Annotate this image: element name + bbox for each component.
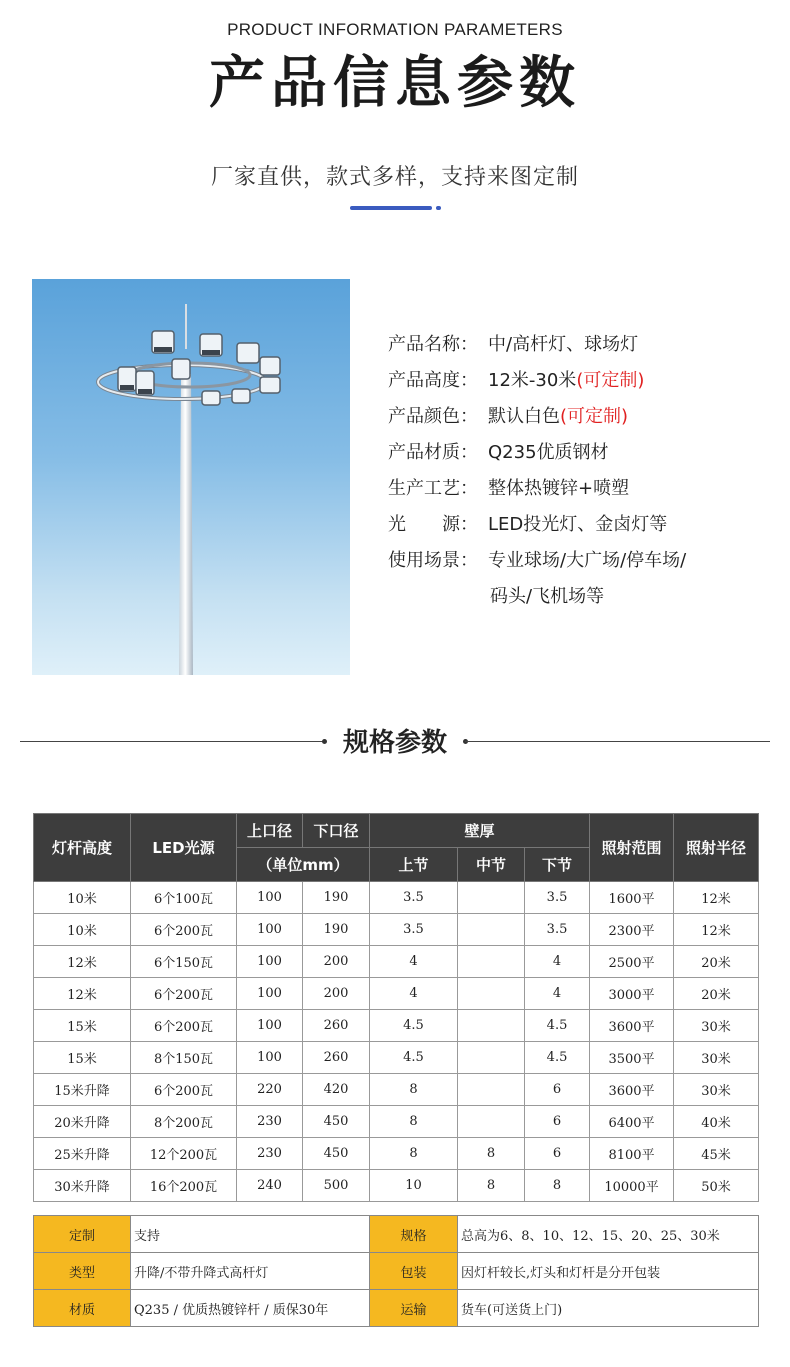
cell-lower: 4 xyxy=(525,946,590,978)
cell-middle xyxy=(458,1074,525,1106)
col-header-wall: 壁厚 xyxy=(370,814,590,848)
section-divider-left xyxy=(20,741,325,742)
cell-range: 1600平 xyxy=(590,882,674,914)
cell-top: 220 xyxy=(237,1074,303,1106)
cell-led: 16个200瓦 xyxy=(131,1170,237,1202)
extra-info-table xyxy=(33,1215,759,1327)
cell-led: 6个200瓦 xyxy=(131,1074,237,1106)
table-row xyxy=(34,1170,759,1202)
info-label: 产品高度： xyxy=(388,370,478,391)
info-row-process xyxy=(388,473,768,509)
cell-range: 3000平 xyxy=(590,978,674,1010)
cell-middle xyxy=(458,882,525,914)
info-value: 默认白色 xyxy=(488,406,560,427)
cell-height: 12米 xyxy=(34,978,131,1010)
spec-table xyxy=(33,813,759,1202)
cell-radius: 50米 xyxy=(674,1170,759,1202)
cell-upper: 4.5 xyxy=(370,1010,458,1042)
spec-key-cell: 规格 xyxy=(370,1216,458,1253)
info-value: 码头/飞机场等 xyxy=(490,586,605,607)
cell-bottom: 260 xyxy=(303,1010,370,1042)
cell-middle: 8 xyxy=(458,1170,525,1202)
col-header-height: 灯杆高度 xyxy=(34,814,131,882)
cell-middle xyxy=(458,978,525,1010)
table-row xyxy=(34,1010,759,1042)
table-row xyxy=(34,1074,759,1106)
cell-top: 100 xyxy=(237,914,303,946)
cell-bottom: 450 xyxy=(303,1106,370,1138)
cell-height: 20米升降 xyxy=(34,1106,131,1138)
spec-value-cell: 升降/不带升降式高杆灯 xyxy=(131,1253,370,1290)
spec-key-cell: 包装 xyxy=(370,1253,458,1290)
product-photo xyxy=(32,279,350,675)
cell-upper: 8 xyxy=(370,1074,458,1106)
col-header-upper: 上节 xyxy=(370,848,458,882)
cell-middle: 8 xyxy=(458,1138,525,1170)
cell-middle xyxy=(458,946,525,978)
info-label: 产品材质： xyxy=(388,442,478,463)
info-row-light-source xyxy=(388,509,768,545)
cell-lower: 6 xyxy=(525,1106,590,1138)
info-row-material xyxy=(388,437,768,473)
product-info xyxy=(388,329,768,617)
header-accent-dot xyxy=(436,206,441,210)
cell-height: 10米 xyxy=(34,882,131,914)
info-label: 产品名称： xyxy=(388,334,478,355)
info-custom-note: (可定制) xyxy=(576,370,645,391)
cell-led: 8个200瓦 xyxy=(131,1106,237,1138)
cell-upper: 4.5 xyxy=(370,1042,458,1074)
cell-top: 240 xyxy=(237,1170,303,1202)
cell-top: 100 xyxy=(237,946,303,978)
cell-bottom: 500 xyxy=(303,1170,370,1202)
cell-top: 100 xyxy=(237,1042,303,1074)
cell-radius: 30米 xyxy=(674,1010,759,1042)
cell-middle xyxy=(458,1106,525,1138)
cell-lower: 8 xyxy=(525,1170,590,1202)
table-row xyxy=(34,1042,759,1074)
table-row xyxy=(34,1106,759,1138)
info-value: 12米-30米 xyxy=(488,370,577,391)
cell-height: 15米升降 xyxy=(34,1074,131,1106)
cell-led: 6个100瓦 xyxy=(131,882,237,914)
cell-top: 100 xyxy=(237,882,303,914)
spec-key-cell: 定制 xyxy=(34,1216,131,1253)
cell-bottom: 200 xyxy=(303,978,370,1010)
col-header-bottom-dia: 下口径 xyxy=(303,814,370,848)
cell-range: 2300平 xyxy=(590,914,674,946)
high-mast-light-illustration xyxy=(32,279,350,675)
info-row-color xyxy=(388,401,768,437)
col-header-top-dia: 上口径 xyxy=(237,814,303,848)
table-row xyxy=(34,882,759,914)
table-row xyxy=(34,1216,759,1253)
table-row xyxy=(34,1138,759,1170)
info-row-scene xyxy=(388,545,768,581)
cell-range: 6400平 xyxy=(590,1106,674,1138)
col-header-range: 照射范围 xyxy=(590,814,674,882)
info-value: 专业球场/大广场/停车场/ xyxy=(488,550,687,571)
header-accent-bar xyxy=(350,206,432,210)
cell-middle xyxy=(458,914,525,946)
cell-led: 6个200瓦 xyxy=(131,1010,237,1042)
header-title-en: PRODUCT INFORMATION PARAMETERS xyxy=(227,20,563,39)
cell-range: 3500平 xyxy=(590,1042,674,1074)
cell-height: 10米 xyxy=(34,914,131,946)
header-subtitle: 厂家直供，款式多样，支持来图定制 xyxy=(210,165,579,190)
col-header-led: LED光源 xyxy=(131,814,237,882)
table-row xyxy=(34,978,759,1010)
cell-radius: 12米 xyxy=(674,914,759,946)
cell-bottom: 190 xyxy=(303,882,370,914)
cell-range: 10000平 xyxy=(590,1170,674,1202)
spec-key-cell: 类型 xyxy=(34,1253,131,1290)
cell-radius: 30米 xyxy=(674,1074,759,1106)
cell-height: 25米升降 xyxy=(34,1138,131,1170)
cell-lower: 4.5 xyxy=(525,1042,590,1074)
col-header-lower: 下节 xyxy=(525,848,590,882)
cell-bottom: 200 xyxy=(303,946,370,978)
cell-led: 6个150瓦 xyxy=(131,946,237,978)
cell-radius: 30米 xyxy=(674,1042,759,1074)
cell-radius: 12米 xyxy=(674,882,759,914)
cell-upper: 4 xyxy=(370,978,458,1010)
info-custom-note: (可定制) xyxy=(560,406,629,427)
cell-bottom: 450 xyxy=(303,1138,370,1170)
header-title-cn: 产品信息参数 xyxy=(209,51,581,116)
cell-lower: 6 xyxy=(525,1138,590,1170)
info-label: 生产工艺： xyxy=(388,478,478,499)
cell-led: 6个200瓦 xyxy=(131,978,237,1010)
cell-top: 230 xyxy=(237,1106,303,1138)
table-row xyxy=(34,946,759,978)
cell-lower: 3.5 xyxy=(525,914,590,946)
cell-range: 3600平 xyxy=(590,1074,674,1106)
cell-upper: 8 xyxy=(370,1138,458,1170)
cell-height: 15米 xyxy=(34,1042,131,1074)
cell-bottom: 260 xyxy=(303,1042,370,1074)
table-row xyxy=(34,1253,759,1290)
spec-value-cell: 因灯杆较长,灯头和灯杆是分开包装 xyxy=(458,1253,759,1290)
cell-upper: 3.5 xyxy=(370,882,458,914)
cell-range: 3600平 xyxy=(590,1010,674,1042)
spec-value-cell: Q235 / 优质热镀锌杆 / 质保30年 xyxy=(131,1290,370,1327)
cell-middle xyxy=(458,1042,525,1074)
cell-led: 12个200瓦 xyxy=(131,1138,237,1170)
cell-led: 6个200瓦 xyxy=(131,914,237,946)
cell-upper: 4 xyxy=(370,946,458,978)
spec-value-cell: 支持 xyxy=(131,1216,370,1253)
cell-lower: 4 xyxy=(525,978,590,1010)
info-label: 光 源： xyxy=(388,514,478,535)
cell-range: 2500平 xyxy=(590,946,674,978)
spec-value-cell: 货车(可送货上门) xyxy=(458,1290,759,1327)
col-header-unit: （单位mm） xyxy=(237,848,370,882)
info-value: 整体热镀锌+喷塑 xyxy=(488,478,630,499)
cell-led: 8个150瓦 xyxy=(131,1042,237,1074)
cell-bottom: 420 xyxy=(303,1074,370,1106)
info-value: Q235优质钢材 xyxy=(488,442,609,463)
cell-top: 100 xyxy=(237,978,303,1010)
cell-bottom: 190 xyxy=(303,914,370,946)
info-value: 中/高杆灯、球场灯 xyxy=(488,334,639,355)
cell-upper: 10 xyxy=(370,1170,458,1202)
cell-top: 230 xyxy=(237,1138,303,1170)
table-row xyxy=(34,1290,759,1327)
info-row-height xyxy=(388,365,768,401)
section-divider-right xyxy=(465,741,770,742)
cell-radius: 45米 xyxy=(674,1138,759,1170)
info-row-scene-cont xyxy=(388,581,768,617)
cell-lower: 3.5 xyxy=(525,882,590,914)
cell-radius: 20米 xyxy=(674,978,759,1010)
spec-key-cell: 运输 xyxy=(370,1290,458,1327)
col-header-radius: 照射半径 xyxy=(674,814,759,882)
cell-radius: 40米 xyxy=(674,1106,759,1138)
cell-upper: 8 xyxy=(370,1106,458,1138)
cell-lower: 4.5 xyxy=(525,1010,590,1042)
info-label: 使用场景： xyxy=(388,550,478,571)
spec-key-cell: 材质 xyxy=(34,1290,131,1327)
spec-value-cell: 总高为6、8、10、12、15、20、25、30米 xyxy=(458,1216,759,1253)
section-title: 规格参数 xyxy=(342,728,447,758)
cell-range: 8100平 xyxy=(590,1138,674,1170)
info-label: 产品颜色： xyxy=(388,406,478,427)
cell-top: 100 xyxy=(237,1010,303,1042)
cell-height: 12米 xyxy=(34,946,131,978)
cell-lower: 6 xyxy=(525,1074,590,1106)
table-row xyxy=(34,914,759,946)
cell-height: 15米 xyxy=(34,1010,131,1042)
cell-middle xyxy=(458,1010,525,1042)
info-row-name xyxy=(388,329,768,365)
cell-height: 30米升降 xyxy=(34,1170,131,1202)
cell-radius: 20米 xyxy=(674,946,759,978)
info-value: LED投光灯、金卤灯等 xyxy=(488,514,668,535)
cell-upper: 3.5 xyxy=(370,914,458,946)
col-header-middle: 中节 xyxy=(458,848,525,882)
